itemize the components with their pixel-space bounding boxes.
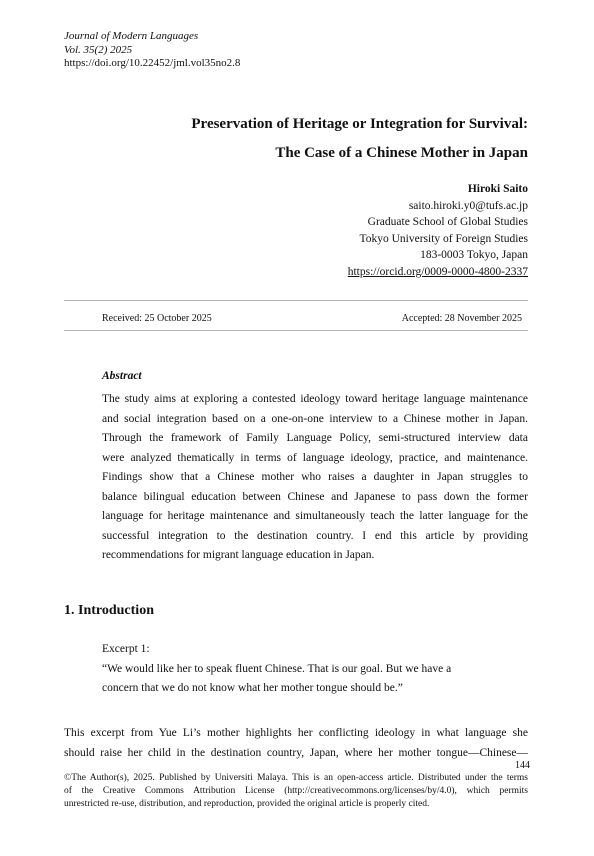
journal-header: [64, 30, 240, 71]
orcid-link[interactable]: https://orcid.org/0009-0000-4800-2337: [347, 265, 528, 278]
author-email[interactable]: saito.hiroki.y0@tufs.ac.jp: [408, 199, 528, 212]
footer-line: ©The Author(s), 2025. Published by Universiti Malaya. This is an open-access article. Distributed under the terms: [64, 773, 528, 783]
article-title-line-2: The Case of a Chinese Mother in Japan: [275, 145, 528, 161]
excerpt-block: [102, 640, 451, 699]
author-address: 183-0003 Tokyo, Japan: [420, 249, 528, 261]
body-line: This excerpt from Yue Li’s mother highlights her conflicting ideology in what language she: [64, 727, 528, 739]
footer-line: of the Creative Commons Attribution License (http://creativecommons.org/licenses/by/4.0), which permits: [64, 786, 528, 796]
excerpt-label: Excerpt 1:: [102, 643, 150, 655]
journal-name: Journal of Modern Languages: [64, 30, 199, 42]
abstract-line: balance bilingual education between Chinese and Japanese to pass down the former: [102, 490, 528, 503]
excerpt-quote-line: concern that we do not know what her mother tongue should be.”: [102, 682, 403, 694]
footer-line: unrestricted re-use, distribution, and reproduction, provided the original article is properly cited.: [64, 799, 430, 809]
author-block: [348, 181, 528, 280]
abstract-body: [102, 390, 528, 566]
body-line: should raise her child in the destination country, Japan, where her mother tongue—Chinese—: [64, 747, 528, 759]
abstract-line: language for heritage maintenance and simultaneously teach the latter language for the: [102, 510, 528, 522]
accepted-date: Accepted: 28 November 2025: [401, 313, 522, 324]
journal-volume: Vol. 35(2) 2025: [64, 43, 133, 56]
received-date: Received: 25 October 2025: [102, 313, 212, 324]
body-paragraph: [64, 723, 528, 763]
excerpt-quote-line: “We would like her to speak fluent Chinese. That is our goal. But we have a: [102, 662, 452, 675]
author-school: Graduate School of Global Studies: [367, 216, 528, 228]
author-university: Tokyo University of Foreign Studies: [359, 232, 528, 245]
author-name: Hiroki Saito: [467, 183, 528, 195]
page-number: 144: [515, 760, 530, 771]
divider-bottom: [64, 330, 528, 331]
abstract-line: were analyzed thematically in terms of language ideology, practice, and maintenance.: [102, 451, 528, 464]
abstract-line: and social integration based on a one-on-one interview to a Chinese mother in Japan.: [102, 412, 528, 425]
abstract-line: Findings show that a Chinese mother who raises a daughter in Japan struggles to: [102, 471, 528, 483]
license-footer: [64, 772, 528, 811]
article-title-line-1: Preservation of Heritage or Integration for Survival:: [191, 116, 528, 132]
abstract-line: recommendations for migrant language education in Japan.: [102, 549, 375, 561]
abstract-line: successful integration to the destination country. I end this article by providing: [102, 529, 528, 542]
abstract-heading: Abstract: [102, 370, 142, 382]
abstract-line: The study aims at exploring a contested ideology toward heritage language maintenance: [102, 393, 528, 405]
abstract-line: Through the framework of Family Language Policy, semi-structured interview data: [102, 432, 528, 444]
doi-link[interactable]: https://doi.org/10.22452/jml.vol35no2.8: [64, 57, 241, 69]
divider-top: [64, 300, 528, 301]
section-heading-introduction: 1. Introduction: [64, 603, 154, 618]
